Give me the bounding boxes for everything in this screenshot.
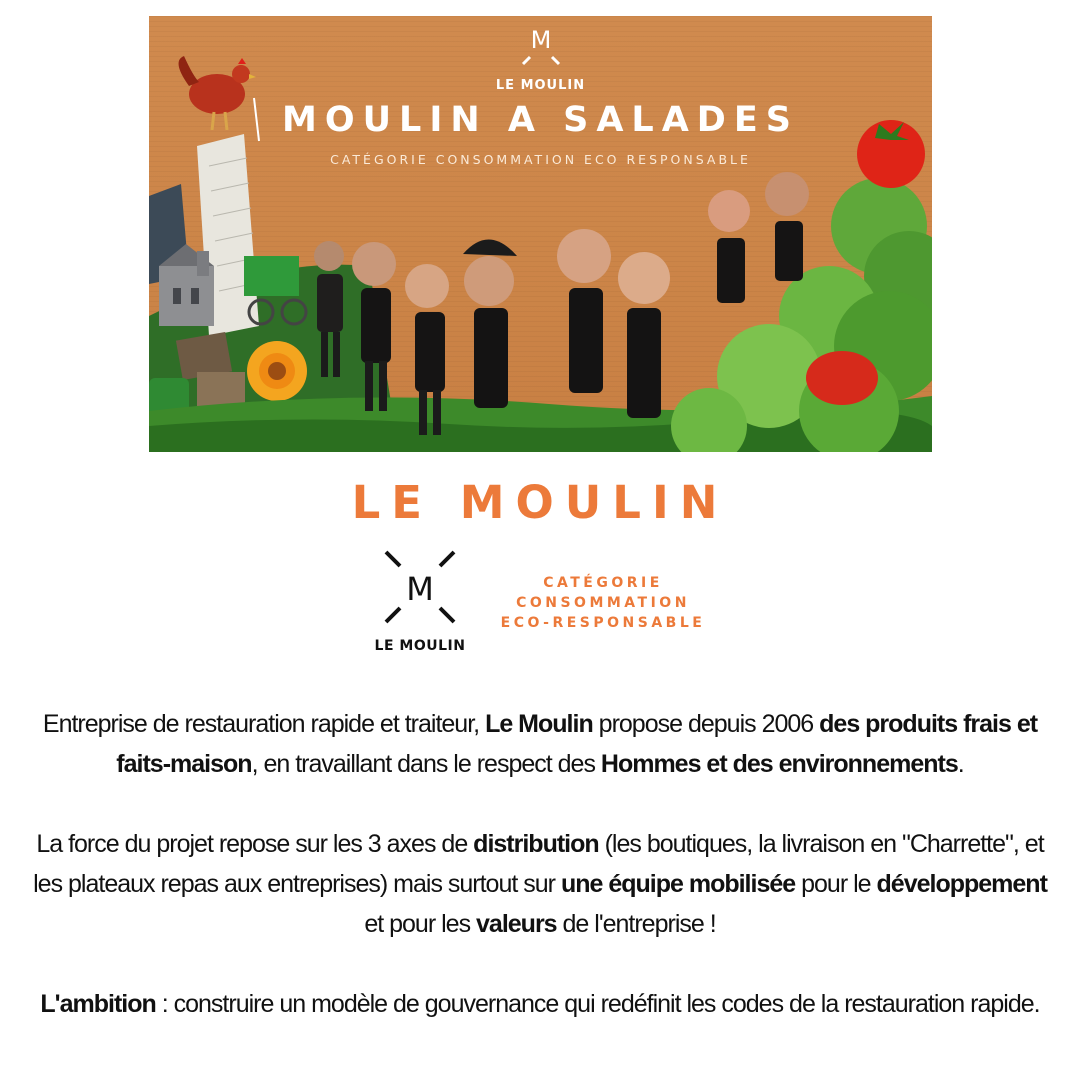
paragraph-intro (28, 704, 1052, 784)
text-run: (les boutiques, la livraison en "Charrette", et les plateaux repas aux entreprises) mais surtout sur (33, 830, 1044, 898)
sunflower (247, 341, 307, 401)
category-label (480, 573, 726, 633)
banner-logo-letter: M (530, 26, 551, 54)
category-line-3: ECO-RESPONSABLE (500, 615, 706, 631)
le-moulin-logo (362, 544, 478, 662)
category-line-2: CONSOMMATION (516, 595, 690, 611)
text-run: La force du projet repose sur les 3 axes de (36, 830, 474, 858)
banner-logo-mark (149, 20, 932, 75)
text-run-bold: L'ambition (40, 990, 156, 1018)
text-run: et pour les (364, 910, 477, 938)
text-run-bold: des produits frais et faits-maison (116, 710, 1038, 778)
text-run: : construire un modèle de gouvernance qui redéfinit les codes de la restauration rapide. (155, 990, 1040, 1018)
text-run: de l'entreprise ! (556, 910, 716, 938)
text-run-bold: Le Moulin (485, 710, 593, 738)
logo-letter: M (406, 570, 434, 608)
banner-brand: LE MOULIN (495, 78, 586, 93)
text-run-bold: développement (876, 870, 1047, 898)
text-run: . (957, 750, 964, 778)
banner-subtitle: CATÉGORIE CONSOMMATION ECO RESPONSABLE (330, 152, 751, 167)
banner-image (149, 16, 932, 452)
text-run: Entreprise de restauration rapide et traiteur, (42, 710, 486, 738)
description (28, 704, 1052, 1024)
logo-mark (362, 544, 478, 636)
text-run: propose depuis 2006 (592, 710, 820, 738)
text-run-bold: distribution (473, 830, 599, 858)
page-title: LE MOULIN (351, 476, 729, 529)
banner-title: MOULIN A SALADES (282, 100, 799, 140)
text-run-bold: valeurs (476, 910, 557, 938)
paragraph-strength (28, 824, 1052, 944)
logo-brand: LE MOULIN (374, 638, 466, 654)
text-run-bold: Hommes et des environnements (600, 750, 958, 778)
text-run: pour le (795, 870, 877, 898)
category-line-1: CATÉGORIE (543, 575, 663, 591)
paragraph-ambition (28, 984, 1052, 1024)
text-run-bold: une équipe mobilisée (560, 870, 796, 898)
text-run: , en travaillant dans le respect des (251, 750, 601, 778)
